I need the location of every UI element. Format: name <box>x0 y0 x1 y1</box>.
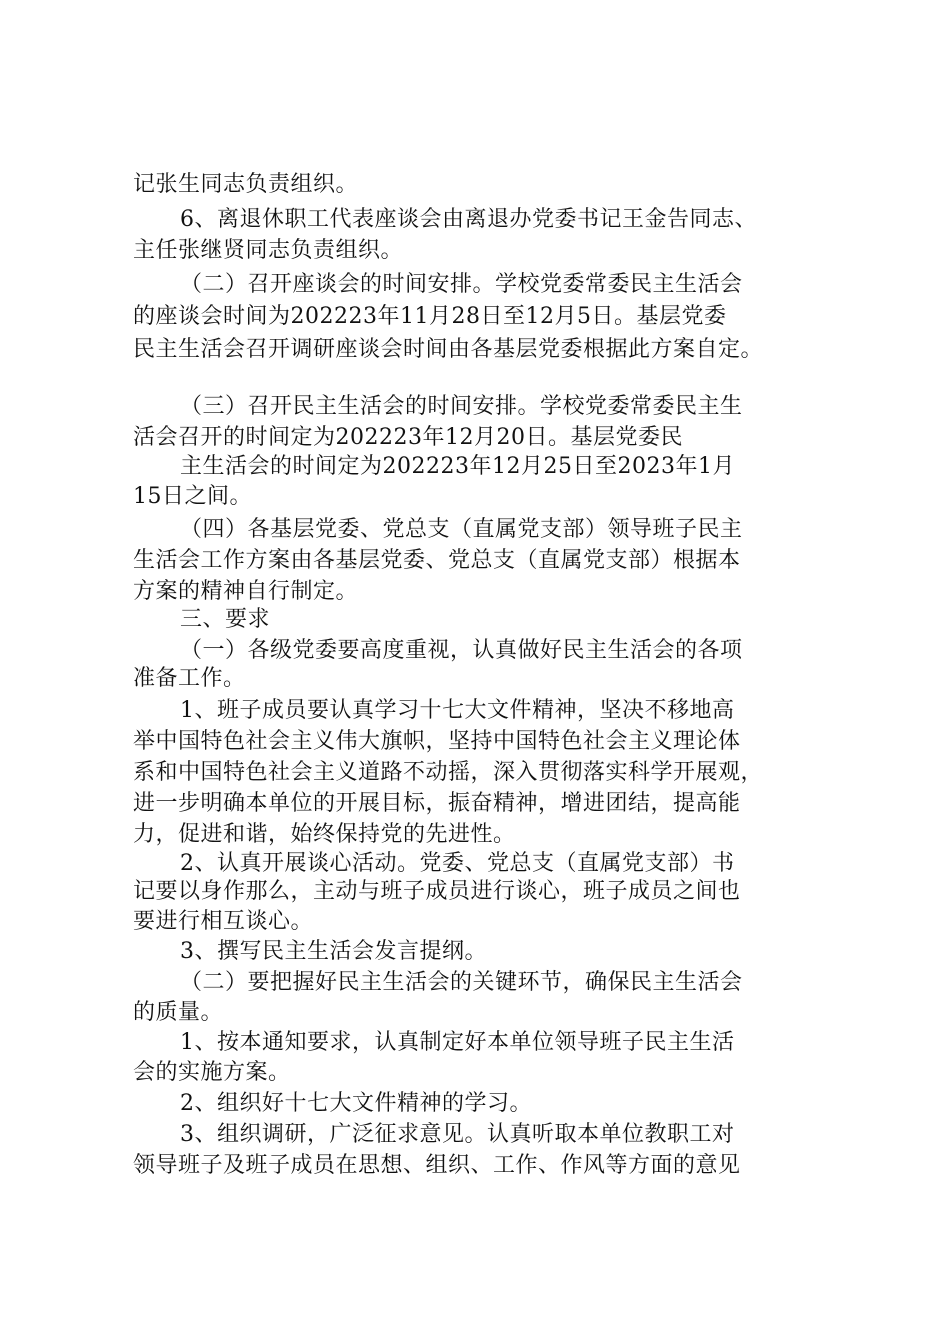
text-line: 民主生活会召开调研座谈会时间由各基层党委根据此方案自定。 <box>133 337 764 362</box>
text-line: 3、撰写民主生活会发言提纲。 <box>180 939 487 964</box>
section-heading: 三、要求 <box>180 607 271 632</box>
text-line: 方案的精神自行制定。 <box>133 579 359 604</box>
text-line: （二）要把握好民主生活会的关键环节，确保民主生活会 <box>180 970 743 995</box>
text-line: 生活会工作方案由各基层党委、党总支（直属党支部）根据本 <box>133 548 741 573</box>
text-line: 要进行相互谈心。 <box>133 909 314 934</box>
text-line: 3、组织调研，广泛征求意见。认真听取本单位教职工对 <box>180 1122 735 1147</box>
text-line: （三）召开民主生活会的时间安排。学校党委常委民主生 <box>180 394 743 419</box>
text-line: 进一步明确本单位的开展目标，振奋精神，增进团结，提高能 <box>133 791 741 816</box>
text-line: 准备工作。 <box>133 666 246 691</box>
text-line: 系和中国特色社会主义道路不动摇，深入贯彻落实科学开展观， <box>133 760 764 785</box>
text-line: 的座谈会时间为202223年11月28日至12月5日。基层党委 <box>133 304 727 329</box>
text-line: 的质量。 <box>133 1000 224 1025</box>
text-line: 主任张继贤同志负责组织。 <box>133 238 404 263</box>
text-line: 记张生同志负责组织。 <box>133 172 359 197</box>
text-line: 15日之间。 <box>133 484 252 509</box>
text-line: 6、离退休职工代表座谈会由离退办党委书记王金告同志、 <box>180 207 757 232</box>
text-line: 1、按本通知要求，认真制定好本单位领导班子民主生活 <box>180 1030 735 1055</box>
text-line: 主生活会的时间定为202223年12月25日至2023年1月 <box>180 454 735 479</box>
text-line: 记要以身作那么，主动与班子成员进行谈心，班子成员之间也 <box>133 879 741 904</box>
text-line: 举中国特色社会主义伟大旗帜，坚持中国特色社会主义理论体 <box>133 729 741 754</box>
text-line: （一）各级党委要高度重视，认真做好民主生活会的各项 <box>180 638 743 663</box>
text-line: 1、班子成员要认真学习十七大文件精神，坚决不移地高 <box>180 698 735 723</box>
text-line: 活会召开的时间定为202223年12月20日。基层党委民 <box>133 425 683 450</box>
text-line: 2、认真开展谈心活动。党委、党总支（直属党支部）书 <box>180 851 735 876</box>
text-line: 力，促进和谐，始终保持党的先进性。 <box>133 822 516 847</box>
text-line: 2、组织好十七大文件精神的学习。 <box>180 1091 532 1116</box>
text-line: 会的实施方案。 <box>133 1060 291 1085</box>
text-line: （二）召开座谈会的时间安排。学校党委常委民主生活会 <box>180 272 743 297</box>
text-line: （四）各基层党委、党总支（直属党支部）领导班子民主 <box>180 517 743 542</box>
text-line: 领导班子及班子成员在思想、组织、工作、作风等方面的意见 <box>133 1153 741 1178</box>
